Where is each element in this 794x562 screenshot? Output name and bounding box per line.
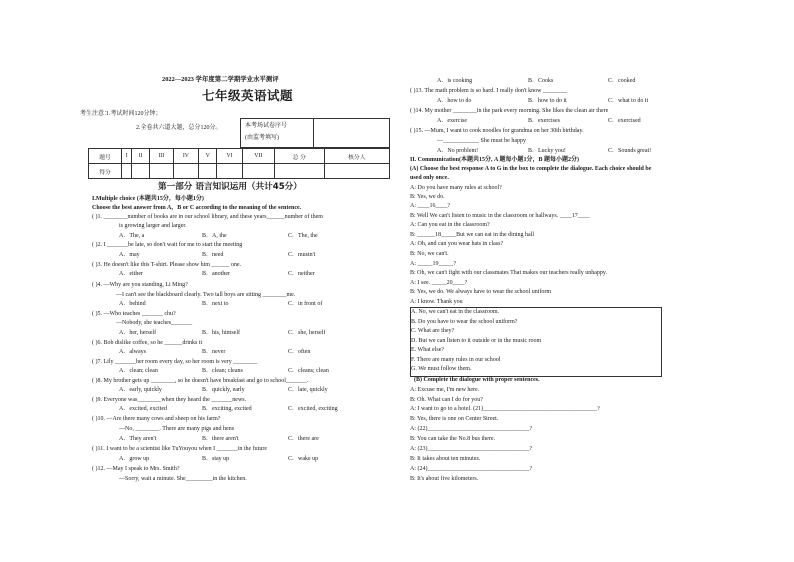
- dialogueA-blank-17[interactable]: B: Well We can't listen to music in the classroom or hallways. ____17____: [410, 213, 590, 219]
- question-5-line2: —Nobody, she teaches_______: [116, 320, 193, 326]
- question-10: ( )10. —Are there many cows and sheep on his farm?: [92, 416, 221, 422]
- question-12-line2: —Sorry, wait a minute. She_________in the kitchen.: [119, 476, 247, 482]
- score-input-vii[interactable]: [242, 164, 274, 179]
- score-cell-v: V: [199, 149, 217, 164]
- question-12: ( )12. —May I speak to Mrs. Smith?: [92, 466, 180, 472]
- score-input-ii[interactable]: [132, 164, 149, 179]
- q7-option-c[interactable]: C．cleans; clean: [288, 368, 329, 374]
- q8-option-a[interactable]: A．early, quickly: [119, 387, 162, 393]
- q1-option-a[interactable]: A．The, a: [119, 233, 145, 239]
- q7-option-a[interactable]: A．clean; clean: [119, 368, 158, 374]
- q2-option-a[interactable]: A．may: [119, 252, 140, 258]
- note-1: 1.考试时间120分钟；: [106, 111, 162, 117]
- score-cell-label: 题号: [89, 149, 122, 164]
- question-4-line2: —I can't see the blackboard clearly. Two tall boys are sitting ________me.: [116, 292, 296, 298]
- question-1-line2: is growing larger and larger.: [119, 223, 187, 229]
- section1-title: I.Multiple choice (本题共15分，每小题1分): [92, 196, 204, 202]
- box-option-a: A. No, we can't eat in the classroom.: [411, 309, 500, 315]
- q3-option-b[interactable]: B．another: [202, 271, 230, 277]
- notes-label: 考生注意：: [80, 111, 111, 117]
- q6-option-c[interactable]: C．often: [288, 349, 311, 355]
- q1-option-c[interactable]: C．The, the: [288, 233, 318, 239]
- q5-option-a[interactable]: A．her, herself: [119, 330, 157, 336]
- dialogueB-blank-24[interactable]: A: (24)__________________________________?: [410, 466, 533, 472]
- score-cell-iii: III: [149, 149, 173, 164]
- score-table-header-row: [89, 149, 390, 164]
- box-option-d: D. But we can listen to it outside or in the music room: [411, 338, 542, 344]
- q15-option-c[interactable]: C．Sounds great!: [608, 148, 652, 154]
- seat-box-divider: [313, 119, 314, 147]
- score-cell-vi: VI: [217, 149, 242, 164]
- question-1: ( )1. ________number of books are in our school library, and these years______number of them: [92, 214, 323, 220]
- score-table-score-row: [89, 164, 390, 179]
- sectionA-title-line2: used only once.: [410, 175, 449, 181]
- score-input-iii[interactable]: [149, 164, 173, 179]
- dialogueA-blank-16[interactable]: A: ____16____?: [410, 203, 451, 209]
- q12-option-b[interactable]: B．Cooks: [528, 78, 554, 84]
- dialogueA-line: B: No, we can't.: [410, 251, 449, 257]
- question-5: ( )5. —Who teaches _______ chu?: [92, 311, 176, 317]
- question-10-line2: —No, ________. There are many pigs and hens: [119, 426, 235, 432]
- question-8: ( )8. My brother gets up ________, so he doesn't have breakfast and go to school_______.: [92, 378, 309, 384]
- sectionB-title: (B) Complete the dialogue with proper sentences.: [414, 377, 540, 383]
- q6-option-b[interactable]: B．never: [202, 349, 226, 355]
- q14-option-b[interactable]: B．exercises: [528, 118, 560, 124]
- dialogueB-blank-21[interactable]: A: I want to go to a hotel. (21)______________________________________?: [410, 406, 600, 412]
- question-2: ( )2. I _______be late, so don't wait for me to start the meeting: [92, 242, 243, 248]
- section1-instruction: Choose the best answer from A，B or C according to the meaning of the sentence.: [92, 205, 302, 211]
- score-cell-vii: VII: [242, 149, 274, 164]
- dialogueA-blank-18[interactable]: B: ______18_____But we can eat in the dining hall: [410, 232, 534, 238]
- section2-title: II. Communication(本题共15分, A 题每小题1分，B 题每小题2分): [410, 157, 580, 163]
- question-3: ( )3. He doesn't like this T-shirt. Please show him ______ one.: [92, 262, 242, 268]
- box-option-e: E. What else?: [411, 347, 445, 353]
- score-table: [88, 148, 390, 179]
- note-2: 2.全卷共六道大题，总分120分。: [136, 125, 222, 131]
- q10-option-c[interactable]: C．there are: [288, 436, 319, 442]
- dialogueB-line: B: It takes about ten minutes.: [410, 456, 481, 462]
- seat-box-label: 本考场试卷序号: [245, 123, 288, 129]
- q6-option-a[interactable]: A．always: [119, 349, 146, 355]
- score-input-v[interactable]: [199, 164, 217, 179]
- score-input-vi[interactable]: [217, 164, 242, 179]
- dialogueA-blank-19[interactable]: A: _____19_____?: [410, 261, 457, 267]
- dialogueA-line: A: Oh, and can you wear hats in class?: [410, 241, 504, 247]
- q9-option-b[interactable]: B．exciting, excited: [202, 406, 252, 412]
- dialogueB-line: B: Yes, there is one on Center Street.: [410, 416, 499, 422]
- question-7: ( )7. Lily _______her room every day, so her room is very ________: [92, 359, 258, 365]
- question-15: ( )15. —Mum, I want to cook noodles for grandma on her 30th birthday.: [410, 128, 584, 134]
- q13-option-a[interactable]: A．how to do: [437, 98, 472, 104]
- q9-option-a[interactable]: A．excited, excited: [119, 406, 167, 412]
- score-input-total[interactable]: [274, 164, 324, 179]
- q11-option-a[interactable]: A．grow up: [119, 456, 150, 462]
- q10-option-a[interactable]: A．They aren't: [119, 436, 157, 442]
- score-cell-iv: IV: [173, 149, 198, 164]
- q15-option-b[interactable]: B．Lucky you!: [528, 148, 566, 154]
- part1-heading: 第一部分 语言知识运用（共计45分）: [158, 182, 302, 192]
- dialogueA-line: B: Yes, we do. We always have to wear the school uniform: [410, 289, 552, 295]
- q5-option-c[interactable]: C．she, herself: [288, 330, 326, 336]
- q15-option-a[interactable]: A．No problem!: [437, 148, 479, 154]
- box-option-g: G. We must follow them.: [411, 366, 472, 372]
- score-cell-checker: 核分人: [324, 149, 389, 164]
- question-11: ( )11. I want to be a scientist like TuYouyou when I _______in the future: [92, 446, 267, 452]
- question-4: ( )4. —Why are you standing, Li Ming?: [92, 282, 188, 288]
- dialogueA-line: A: Do you have many rules at school?: [410, 185, 502, 191]
- q4-option-b[interactable]: B．next to: [202, 301, 229, 307]
- sectionA-title: (A) Choose the best response A to G in the box to complete the dialogue. Each choice should be: [410, 166, 652, 172]
- exam-title: 2022—2023 学年度第二学期学业水平测评: [162, 76, 279, 83]
- subject-title: 七年级英语试题: [202, 88, 294, 103]
- score-input-i[interactable]: [122, 164, 132, 179]
- q3-option-c[interactable]: C．neither: [288, 271, 315, 277]
- box-option-b: B. Do you have to wear the school uniform?: [411, 319, 518, 325]
- question-13: ( )13. The math problem is so hard. I really don't know ________: [410, 88, 567, 94]
- dialogueA-blank-20[interactable]: A: I see. _____20____?: [410, 280, 468, 286]
- question-9: ( )9. Everyone was________when they heard the _______news.: [92, 397, 247, 403]
- question-15-line2: —____________ She must be happy: [437, 138, 526, 144]
- score-cell-total: 总 分: [274, 149, 324, 164]
- q11-option-c[interactable]: C．wake up: [288, 456, 319, 462]
- q13-option-b[interactable]: B．how to do it: [528, 98, 567, 104]
- dialogueB-line: B: You can take the No.8 bus there.: [410, 436, 495, 442]
- q11-option-b[interactable]: B．stay up: [202, 456, 230, 462]
- q5-option-b[interactable]: B．his, himself: [202, 330, 241, 336]
- q1-option-b[interactable]: B．A, the: [202, 233, 227, 239]
- q8-option-b[interactable]: B．quickly, early: [202, 387, 245, 393]
- q13-option-c[interactable]: C．what to do it: [608, 98, 649, 104]
- score-cell-i: I: [122, 149, 132, 164]
- score-input-iv[interactable]: [173, 164, 198, 179]
- dialogueA-line: A: Can you eat in the classroom?: [410, 222, 490, 228]
- dialogueA-line: B: Yes, we do.: [410, 194, 445, 200]
- dialogueB-blank-22[interactable]: A: (22)__________________________________?: [410, 426, 533, 432]
- score-input-checker[interactable]: [324, 164, 389, 179]
- q14-option-a[interactable]: A．exercise: [437, 118, 467, 124]
- dialogueB-line: B: It's about five kilometers.: [410, 476, 479, 482]
- score-cell-ii: II: [132, 149, 149, 164]
- q12-option-a[interactable]: A．is cooking: [437, 78, 473, 84]
- question-14: ( )14. My mother ________in the park every morning. She likes the clean air there: [410, 108, 609, 114]
- q8-option-c[interactable]: C．late, quickly: [288, 387, 328, 393]
- q12-option-c[interactable]: C．cooked: [608, 78, 636, 84]
- q4-option-c[interactable]: C．in front of: [288, 301, 323, 307]
- q2-option-c[interactable]: C．mustn't: [288, 252, 316, 258]
- q4-option-a[interactable]: A．behind: [119, 301, 146, 307]
- box-option-c: C. What are they?: [411, 328, 455, 334]
- dialogueB-line: B: Oh. What can I do for you?: [410, 397, 483, 403]
- dialogueB-line: A: Excuse me, I'm new here.: [410, 387, 480, 393]
- seat-box-note: (由监考填写): [245, 135, 279, 141]
- q2-option-b[interactable]: B．need: [202, 252, 224, 258]
- dialogueA-line: B: Oh, we can't fight with our classmates That makes our teachers really unhappy.: [410, 270, 608, 276]
- q14-option-c[interactable]: C．exercised: [608, 118, 641, 124]
- box-option-f: F. There are many rules in our school: [411, 357, 501, 363]
- score-row-label: 得分: [89, 164, 122, 179]
- question-6: ( )6. Bob dislike coffee, so he ______drinks it: [92, 340, 203, 346]
- q3-option-a[interactable]: A．either: [119, 271, 143, 277]
- dialogueB-blank-23[interactable]: A: (23)__________________________________?: [410, 446, 533, 452]
- q10-option-b[interactable]: B．there aren't: [202, 436, 239, 442]
- dialogueA-line: A: I know. Thank you: [410, 299, 463, 305]
- q7-option-b[interactable]: B．clean; cleans: [202, 368, 243, 374]
- q9-option-c[interactable]: C．excited, exciting: [288, 406, 338, 412]
